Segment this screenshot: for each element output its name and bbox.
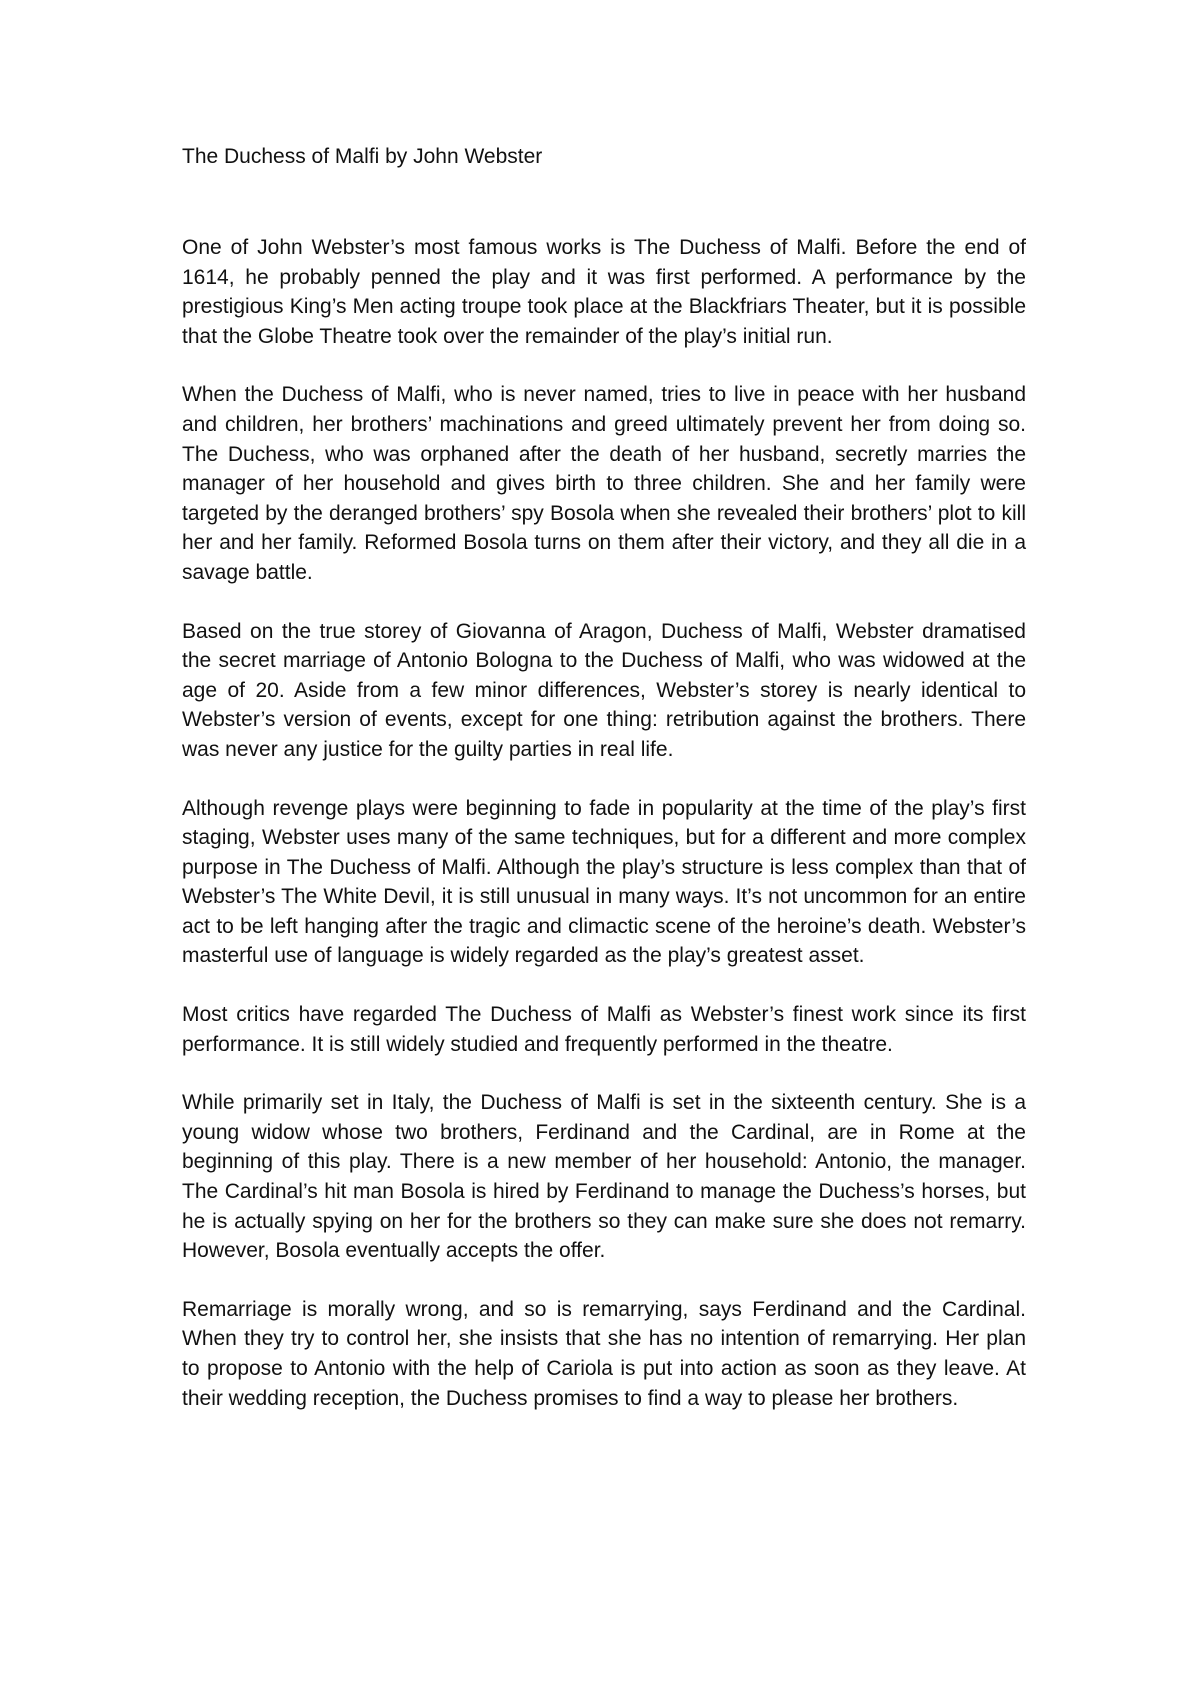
document-title: The Duchess of Malfi by John Webster (182, 145, 543, 168)
paragraph-3: Based on the true storey of Giovanna of Aragon, Duchess of Malfi, Webster dramatised the secret marriage of Antonio Bologna to the Duchess of Malfi, who was widowed at the age of 20. Aside from a few minor differences, Webster’s storey is nearly identical to Webster’s version of events, except for one thing: retribution against the brothers. There was never any justice for the guilty parties in real life. (182, 619, 1026, 761)
paragraph-6: While primarily set in Italy, the Duchess of Malfi is set in the sixteenth century. She is a young widow whose two brothers, Ferdinand and the Cardinal, are in Rome at the beginning of this play. There is a new member of her household: Antonio, the manager. The Cardinal’s hit man Bosola is hired by Ferdinand to manage the Duchess’s horses, but he is actually spying on her for the brothers so they can make sure she does not remarry. However, Bosola eventually accepts the offer. (182, 1091, 1026, 1263)
paragraph-7: Remarriage is morally wrong, and so is remarrying, says Ferdinand and the Cardinal. When they try to control her, she insists that she has no intention of remarrying. Her plan to propose to Antonio with the help of Cariola is put into action as soon as they leave. At their wedding reception, the Duchess promises to find a way to please her brothers. (182, 1297, 1026, 1410)
paragraph-1: One of John Webster’s most famous works is The Duchess of Malfi. Before the end of 1614, he probably penned the play and it was first performed. A performance by the prestigious King’s Men acting troupe took place at the Blackfriars Theater, but it is possible that the Globe Theatre took over the remainder of the play’s initial run. (182, 236, 1026, 348)
paragraph-2: When the Duchess of Malfi, who is never named, tries to live in peace with her husband and children, her brothers’ machinations and greed ultimately prevent her from doing so. The Duchess, who was orphaned after the death of her husband, secretly marries the manager of her household and gives birth to three children. She and her family were targeted by the deranged brothers’ spy Bosola when she revealed their brothers’ plot to kill her and her family. Reformed Bosola turns on them after their victory, and they all die in a savage battle. (182, 383, 1026, 584)
paragraph-5: Most critics have regarded The Duchess of Malfi as Webster’s finest work since its first performance. It is still widely studied and frequently performed in the theatre. (182, 1003, 1026, 1056)
paragraph-4: Although revenge plays were beginning to fade in popularity at the time of the play’s first staging, Webster uses many of the same techniques, but for a different and more complex purpose in The Duchess of Malfi. Although the play’s structure is less complex than that of Webster’s The White Devil, it is still unusual in many ways. It’s not uncommon for an entire act to be left hanging after the tragic and climactic scene of the heroine’s death. Webster’s masterful use of language is widely regarded as the play’s greatest asset. (182, 796, 1026, 968)
document-body (182, 142, 1026, 1413)
